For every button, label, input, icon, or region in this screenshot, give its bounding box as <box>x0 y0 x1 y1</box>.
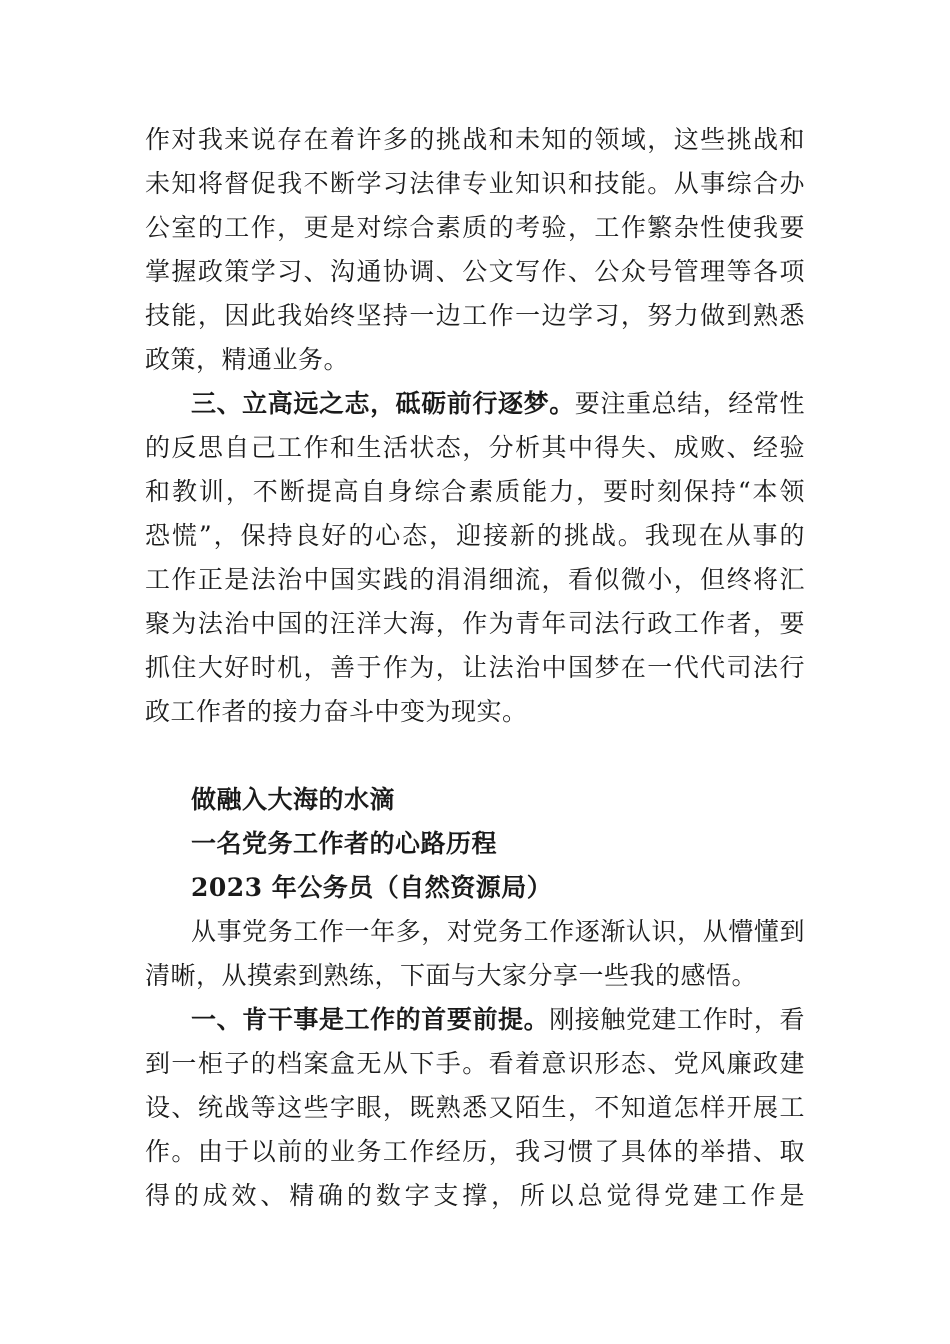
text-line: 恐慌”，保持良好的心态，迎接新的挑战。我现在从事的 <box>145 521 805 550</box>
text-line: 从事党务工作一年多，对党务工作逐渐认识，从懵懂到 <box>191 917 805 946</box>
document-page <box>145 118 805 1218</box>
text-line: 设、统战等这些字眼，既熟悉又陌生，不知道怎样开展工 <box>145 1093 805 1122</box>
text-line: 和教训，不断提高自身综合素质能力，要时刻保持“本领 <box>145 477 805 506</box>
text-line: 工作正是法治中国实践的涓涓细流，看似微小，但终将汇 <box>145 565 805 594</box>
paragraph-section-three <box>145 382 805 734</box>
paragraph-point-one <box>145 998 805 1218</box>
article-header <box>145 778 805 910</box>
text-line: 未知将督促我不断学习法律专业知识和技能。从事综合办 <box>145 169 805 198</box>
section-text: 要注重总结，经常性 <box>574 389 805 418</box>
text-line: 作。由于以前的业务工作经历，我习惯了具体的举措、取 <box>145 1137 805 1166</box>
text-line <box>145 382 805 426</box>
text-line: 公室的工作，更是对综合素质的考验，工作繁杂性使我要 <box>145 213 805 242</box>
text-line <box>145 998 805 1042</box>
section-heading: 一、肯干事是工作的首要前提。 <box>191 1005 550 1034</box>
text-line: 作对我来说存在着许多的挑战和未知的领域，这些挑战和 <box>145 125 805 154</box>
text-line: 政策，精通业务。 <box>145 345 350 374</box>
section-heading: 三、立高远之志，砥砺前行逐梦。 <box>191 389 575 418</box>
paragraph-continuation <box>145 118 805 382</box>
text-line: 到一柜子的档案盒无从下手。看着意识形态、党风廉政建 <box>145 1049 805 1078</box>
article-title: 做融入大海的水滴 <box>191 785 396 814</box>
paragraph-intro <box>145 910 805 998</box>
article-byline: 2023 年公务员（自然资源局） <box>191 873 553 902</box>
text-line: 掌握政策学习、沟通协调、公文写作、公众号管理等各项 <box>145 257 805 286</box>
text-line: 政工作者的接力奋斗中变为现实。 <box>145 697 528 726</box>
section-text: 刚接触党建工作时，看 <box>549 1005 805 1034</box>
text-line: 得的成效、精确的数字支撑，所以总觉得党建工作是 <box>145 1181 805 1210</box>
text-line: 聚为法治中国的汪洋大海，作为青年司法行政工作者，要 <box>145 609 805 638</box>
text-line: 清晰，从摸索到熟练，下面与大家分享一些我的感悟。 <box>145 961 758 990</box>
text-line: 技能，因此我始终坚持一边工作一边学习，努力做到熟悉 <box>145 301 805 330</box>
text-line: 抓住大好时机，善于作为，让法治中国梦在一代代司法行 <box>145 653 805 682</box>
text-line: 的反思自己工作和生活状态，分析其中得失、成败、经验 <box>145 433 805 462</box>
article-subtitle: 一名党务工作者的心路历程 <box>191 829 498 858</box>
paragraph-gap <box>145 734 805 778</box>
